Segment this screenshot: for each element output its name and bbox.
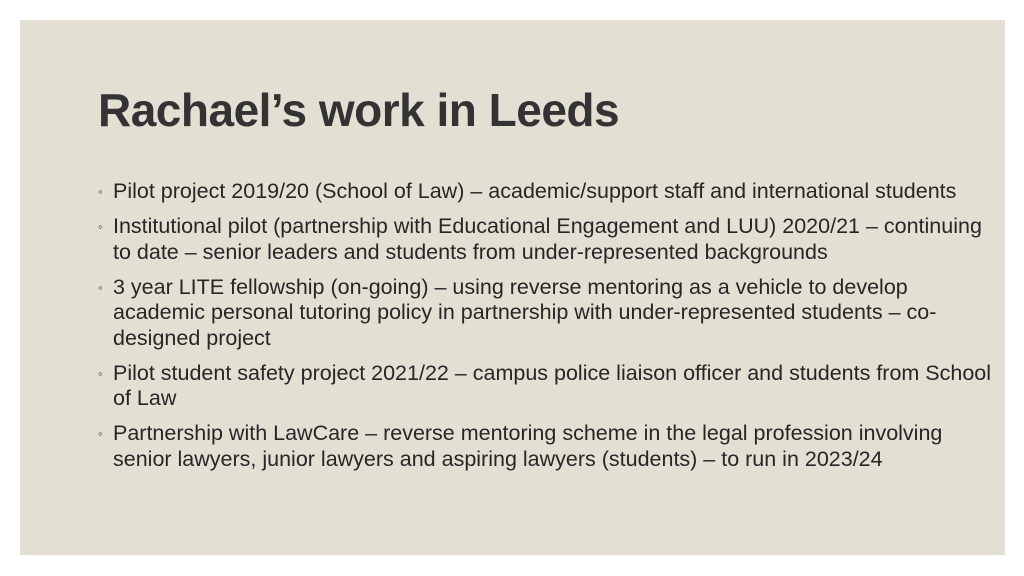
bullet-circle-icon: ◦: [98, 365, 103, 381]
bullet-item: [98, 275, 993, 352]
slide: [20, 20, 1005, 555]
bullet-circle-icon: ◦: [98, 279, 103, 295]
bullet-item: [98, 179, 993, 205]
bullet-text: Institutional pilot (partnership with Educational Engagement and LUU) 2020/21 – continuing to date – senior leaders and students from under-represented backgrounds: [113, 214, 982, 264]
bullet-circle-icon: ◦: [98, 184, 103, 199]
bullet-text: Pilot project 2019/20 (School of Law) – academic/support staff and international students: [113, 179, 957, 203]
bullet-text: Pilot student safety project 2021/22 – campus police liaison officer and students from School of Law: [113, 360, 992, 410]
bullet-item: [98, 361, 993, 412]
bullet-circle-icon: ◦: [98, 426, 103, 441]
bullet-text: Partnership with LawCare – reverse mentoring scheme in the legal profession involving senior lawyers, junior lawyers and aspiring lawyers (students) – to run in 2023/24: [113, 421, 943, 471]
bullet-circle-icon: ◦: [98, 219, 103, 234]
bullet-text: 3 year LITE fellowship (on-going) – using reverse mentoring as a vehicle to develop academic personal tutoring policy in partnership with under-represented students – co-designed project: [113, 274, 937, 350]
bullet-item: [98, 214, 993, 265]
bullet-list: [98, 179, 993, 482]
slide-title: Rachael’s work in Leeds: [98, 84, 620, 136]
bullet-item: [98, 421, 993, 472]
